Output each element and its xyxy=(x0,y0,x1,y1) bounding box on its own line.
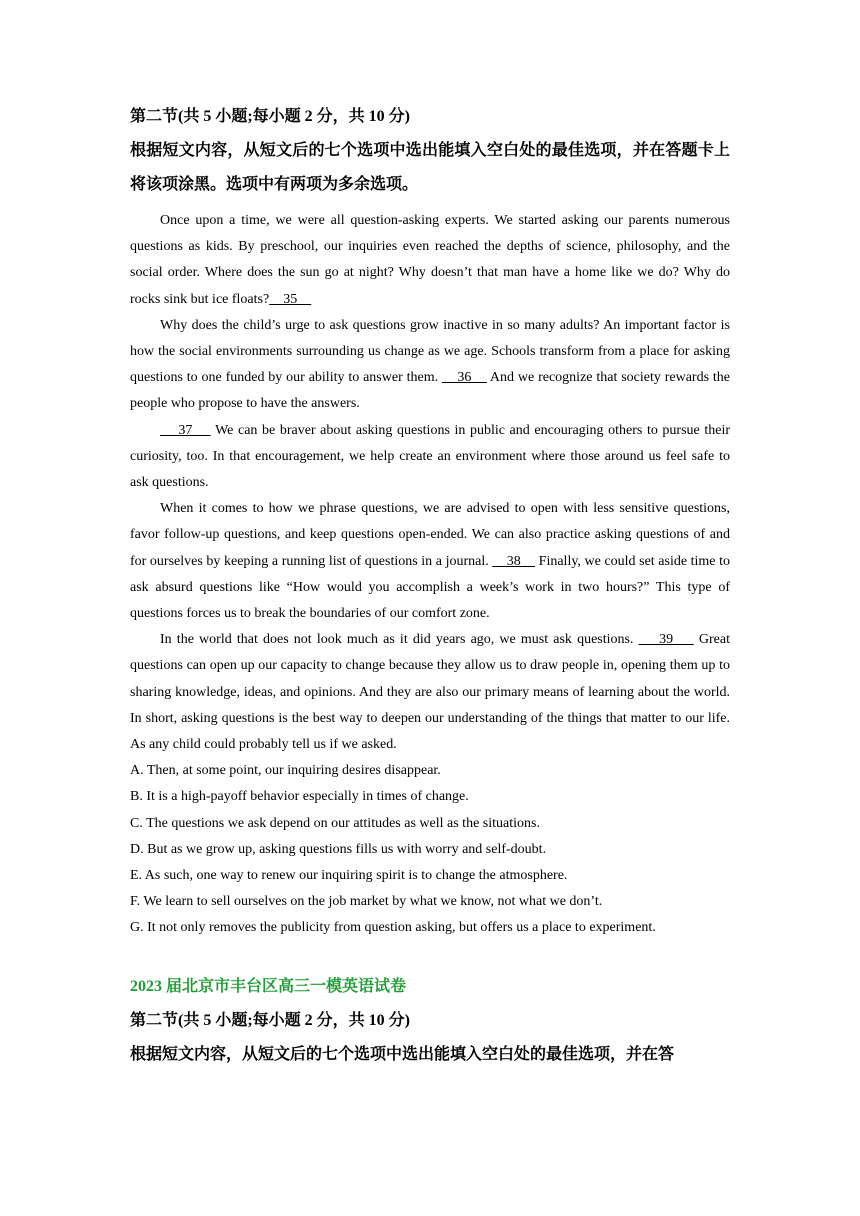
blank-36: 36 xyxy=(441,370,487,386)
passage-paragraph-2 xyxy=(130,313,730,418)
option-g: G. It not only removes the publicity from question asking, but offers us a place to experiment. xyxy=(130,920,656,936)
paragraph-text-tail: And we recognize that society rewards the people who propose to have the answers. xyxy=(130,370,731,412)
exam-title: 2023 届北京市丰台区高三一模英语试卷 xyxy=(130,977,407,995)
option-c: C. The questions we ask depend on our attitudes as well as the situations. xyxy=(130,815,540,831)
option-f: F. We learn to sell ourselves on the job market by what we know, not what we don’t. xyxy=(130,894,603,910)
section-instruction: 根据短文内容，从短文后的七个选项中选出能填入空白处的最佳选项，并在答题卡上将该项涂黑。选项中有两项为多余选项。 xyxy=(130,142,730,193)
paragraph-text: In the world that does not look much as it did years ago, we must ask questions. xyxy=(160,632,639,648)
answer-options xyxy=(130,758,730,941)
document-page xyxy=(130,0,730,1072)
passage-paragraph-4 xyxy=(130,496,730,627)
paragraph-text: Why does the child’s urge to ask questions grow inactive in so many adults? An important factor is how the social environments surrounding us change as we age. Schools transform from a place for asking questions to one funded by our ability to answer them. xyxy=(130,317,730,386)
paragraph-text: We can be braver about asking questions in public and encouraging others to pursue their curiosity, too. In that encouragement, we help create an environment where those around us feel safe to ask questions. xyxy=(130,422,731,491)
option-e: E. As such, one way to renew our inquiring spirit is to change the atmosphere. xyxy=(130,868,568,884)
option-b: B. It is a high-payoff behavior especially in times of change. xyxy=(130,789,469,805)
blank-35: 35 xyxy=(269,291,312,307)
option-d: D. But as we grow up, asking questions fills us with worry and self-doubt. xyxy=(130,841,547,857)
paragraph-text: When it comes to how we phrase questions, we are advised to open with less sensitive questions, favor follow-up questions, and keep questions open-ended. We can also practice asking questions of and for ourselves by keeping a running list of questions in a journal. xyxy=(130,501,730,569)
paragraph-text: Once upon a time, we were all question-asking experts. We started asking our parents numerous questions as kids. By preschool, our inquiries even reached the depths of science, philosophy, and the social order. Where does the sun go at night? Why doesn’t that man have a home like we do? Why do rocks sink but ice floats? xyxy=(130,213,730,307)
section-heading: 第二节(共 5 小题;每小题 2 分，共 10 分) xyxy=(130,108,410,125)
blank-37: 37 xyxy=(160,422,211,438)
section-heading-2: 第二节(共 5 小题;每小题 2 分，共 10 分) xyxy=(130,1011,410,1029)
paragraph-text-tail: Finally, we could set aside time to ask absurd questions like “How would you accomplish a week’s work in two hours?” This type of questions forces us to break the boundaries of our comfort zone. xyxy=(130,553,731,622)
paragraph-text-tail: Great questions can open up our capacity to change because they allow us to draw people in, opening them up to sharing knowledge, ideas, and opinions. And they are also our primary means of learning about the world. In short, asking questions is the best way to deepen our understanding of the things that matter to our life. As any child could probably tell us if we asked. xyxy=(130,632,730,753)
passage-paragraph-3 xyxy=(130,418,730,497)
section-instruction-2: 根据短文内容，从短文后的七个选项中选出能填入空白处的最佳选项，并在答 xyxy=(130,1045,675,1063)
option-a: A. Then, at some point, our inquiring desires disappear. xyxy=(130,763,441,779)
blank-38: 38 xyxy=(492,553,536,569)
passage-paragraph-5 xyxy=(130,627,730,758)
blank-39: 39 xyxy=(638,632,694,648)
passage-paragraph-1 xyxy=(130,208,730,313)
